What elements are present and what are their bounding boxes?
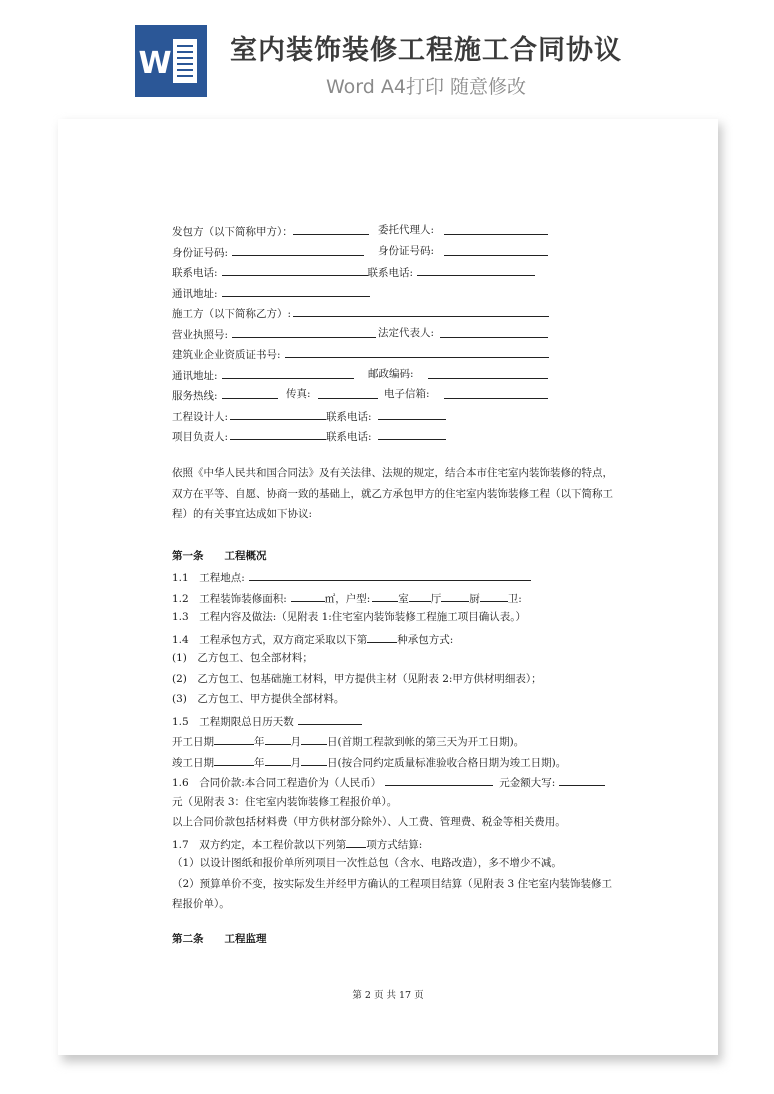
designer-phone-field[interactable] <box>378 409 446 420</box>
license-row <box>172 327 435 342</box>
settlement-1: （1）以设计图纸和报价单所列项目一次性总包（含水、电路改造），多不增少不减。 <box>172 857 562 869</box>
start-date-row <box>172 734 524 749</box>
party-b-row <box>172 306 549 321</box>
area-label: 1.2 工程装饰装修面积: <box>172 593 287 605</box>
clause-1-5 <box>172 714 362 729</box>
addr-b-row <box>172 368 414 383</box>
page-subtitle: Word A4打印 随意修改 <box>326 76 527 98</box>
option-3: (3) 乙方包工、甲方提供全部材料。 <box>172 693 345 705</box>
settlement-field[interactable] <box>346 837 366 848</box>
addr-b-label: 通讯地址: <box>172 370 218 382</box>
legal-rep-label: 法定代表人: <box>378 327 435 339</box>
start-day-note: 日(首期工程款到帐的第三天为开工日期)。 <box>327 736 525 748</box>
fax-field[interactable] <box>318 388 378 399</box>
start-date-label: 开工日期 <box>172 736 214 748</box>
addr-a-label: 通讯地址: <box>172 288 218 300</box>
agent-label: 委托代理人: <box>378 224 435 236</box>
room-field[interactable] <box>372 591 398 602</box>
end-date-label: 竣工日期 <box>172 757 214 769</box>
postcode-label: 邮政编码: <box>368 368 414 380</box>
party-a-field[interactable] <box>293 224 369 235</box>
clause-1-6 <box>172 775 605 790</box>
end-year-field[interactable] <box>214 755 254 766</box>
settlement-2-line-1: （2）预算单价不变，按实际发生并经甲方确认的工程项目结算（见附表 3 住宅室内装饰装修工 <box>172 878 613 890</box>
intro-line-2: 双方在平等、自愿、协商一致的基础上，就乙方承包甲方的住宅室内装饰装修工程（以下简称工 <box>172 488 613 500</box>
manager-row <box>172 429 446 444</box>
clause-1-4 <box>172 632 453 647</box>
end-month-field[interactable] <box>265 755 291 766</box>
price-field[interactable] <box>385 775 493 786</box>
manager-phone-label: 联系电话: <box>326 431 372 443</box>
kitchen-unit: 厨 <box>469 593 480 605</box>
clause-1-3: 1.3 工程内容及做法:（见附表 1:住宅室内装饰装修工程施工项目确认表。） <box>172 611 527 623</box>
id-a-field[interactable] <box>232 245 364 256</box>
kitchen-field[interactable] <box>441 591 469 602</box>
id-a-label: 身份证号码: <box>172 247 229 259</box>
email-label: 电子信箱: <box>384 388 430 400</box>
clause-1-1-label: 1.1 工程地点: <box>172 572 245 584</box>
settlement-label: 1.7 双方约定，本工程价款以下列第 <box>172 839 347 851</box>
clause-1-2 <box>172 591 522 606</box>
phone-a-field[interactable] <box>222 265 368 276</box>
phone-a-label: 联系电话: <box>172 267 218 279</box>
hall-unit: 厅 <box>430 593 442 605</box>
fax-label: 传真: <box>286 388 311 400</box>
party-a-row <box>172 224 435 239</box>
option-1: (1) 乙方包工、包全部材料； <box>172 652 313 664</box>
hotline-label: 服务热线: <box>172 390 218 402</box>
manager-field[interactable] <box>230 429 326 440</box>
article-1-title: 第一条 工程概况 <box>172 550 267 562</box>
addr-b-field[interactable] <box>222 368 354 379</box>
page-footer: 第 2 页 共 17 页 <box>352 990 424 1001</box>
contract-mode-suffix: 种承包方式: <box>397 634 454 646</box>
price-words-label: 元金额大写: <box>499 777 556 789</box>
article-2-title: 第二条 工程监理 <box>172 933 267 945</box>
option-2: (2) 乙方包工、包基础施工材料，甲方提供主材（见附表 2:甲方供材明细表）； <box>172 673 542 685</box>
legal-rep-field[interactable] <box>440 327 548 338</box>
price-words-field[interactable] <box>559 775 605 786</box>
contact-row <box>172 388 430 403</box>
price-label: 1.6 合同价款:本合同工程造价为（人民币） <box>172 777 382 789</box>
qual-cert-row <box>172 347 549 362</box>
phone-agent-field[interactable] <box>417 265 535 276</box>
hotline-field[interactable] <box>222 388 278 399</box>
designer-label: 工程设计人: <box>172 411 229 423</box>
icon-letter: W <box>138 46 172 81</box>
header-banner <box>0 0 774 118</box>
clause-1-6-note: 以上合同价款包括材料费（甲方供材部分除外）、人工费、管理费、税金等相关费用。 <box>172 816 566 828</box>
start-year-unit: 年 <box>254 736 265 748</box>
page-title: 室内装饰装修工程施工合同协议 <box>230 35 622 66</box>
start-year-field[interactable] <box>214 734 254 745</box>
end-date-row <box>172 755 566 770</box>
agent-field[interactable] <box>444 224 548 235</box>
end-day-field[interactable] <box>301 755 327 766</box>
manager-phone-field[interactable] <box>378 429 446 440</box>
start-month-field[interactable] <box>265 734 291 745</box>
designer-field[interactable] <box>230 409 326 420</box>
party-b-field[interactable] <box>293 306 549 317</box>
room-unit: 室 <box>398 593 409 605</box>
clause-1-7 <box>172 837 422 852</box>
id-agent-field[interactable] <box>444 245 548 256</box>
phone-agent-label: 联系电话: <box>367 267 414 279</box>
license-label: 营业执照号: <box>172 329 229 341</box>
start-day-field[interactable] <box>301 734 327 745</box>
phone-row <box>172 265 535 280</box>
end-month-unit: 月 <box>290 757 301 769</box>
intro-line-3: 程）的有关事宜达成如下协议: <box>172 508 313 520</box>
bath-unit: 卫: <box>507 593 522 605</box>
party-a-label: 发包方（以下简称甲方）： <box>172 226 293 238</box>
word-document-icon <box>135 25 207 97</box>
party-b-label: 施工方（以下简称乙方）: <box>172 308 292 320</box>
site-field[interactable] <box>249 570 531 581</box>
clause-1-1 <box>172 570 531 585</box>
id-row <box>172 245 435 260</box>
intro-line-1: 依照《中华人民共和国合同法》及有关法律、法规的规定，结合本市住宅室内装饰装修的特点， <box>172 467 613 479</box>
qual-cert-field[interactable] <box>285 347 549 358</box>
email-field[interactable] <box>444 388 548 399</box>
manager-label: 项目负责人: <box>172 431 229 443</box>
duration-label: 1.5 工程期限总日历天数 <box>172 716 294 728</box>
postcode-field[interactable] <box>428 368 548 379</box>
id-agent-label: 身份证号码: <box>378 245 435 257</box>
contract-mode-label: 1.4 工程承包方式，双方商定采取以下第 <box>172 634 368 646</box>
area-field[interactable] <box>291 591 325 602</box>
addr-a-row <box>172 286 370 301</box>
settlement-suffix: 项方式结算: <box>366 839 423 851</box>
clause-1-6-ref: 元（见附表 3：住宅室内装饰装修工程报价单）。 <box>172 796 398 808</box>
duration-field[interactable] <box>298 714 362 725</box>
designer-row <box>172 409 446 424</box>
layout-label: ㎡，户型: <box>324 593 371 605</box>
contract-mode-field[interactable] <box>367 632 397 643</box>
addr-a-field[interactable] <box>222 286 370 297</box>
hall-field[interactable] <box>409 591 431 602</box>
license-field[interactable] <box>232 327 376 338</box>
start-month-unit: 月 <box>290 736 301 748</box>
settlement-2-line-2: 程报价单）。 <box>172 898 230 910</box>
end-day-note: 日(按合同约定质量标准验收合格日期为竣工日期)。 <box>327 757 567 769</box>
document-page <box>58 119 718 1055</box>
end-year-unit: 年 <box>254 757 265 769</box>
qual-cert-label: 建筑业企业资质证书号: <box>172 349 281 361</box>
bath-field[interactable] <box>480 591 508 602</box>
designer-phone-label: 联系电话: <box>326 411 372 423</box>
